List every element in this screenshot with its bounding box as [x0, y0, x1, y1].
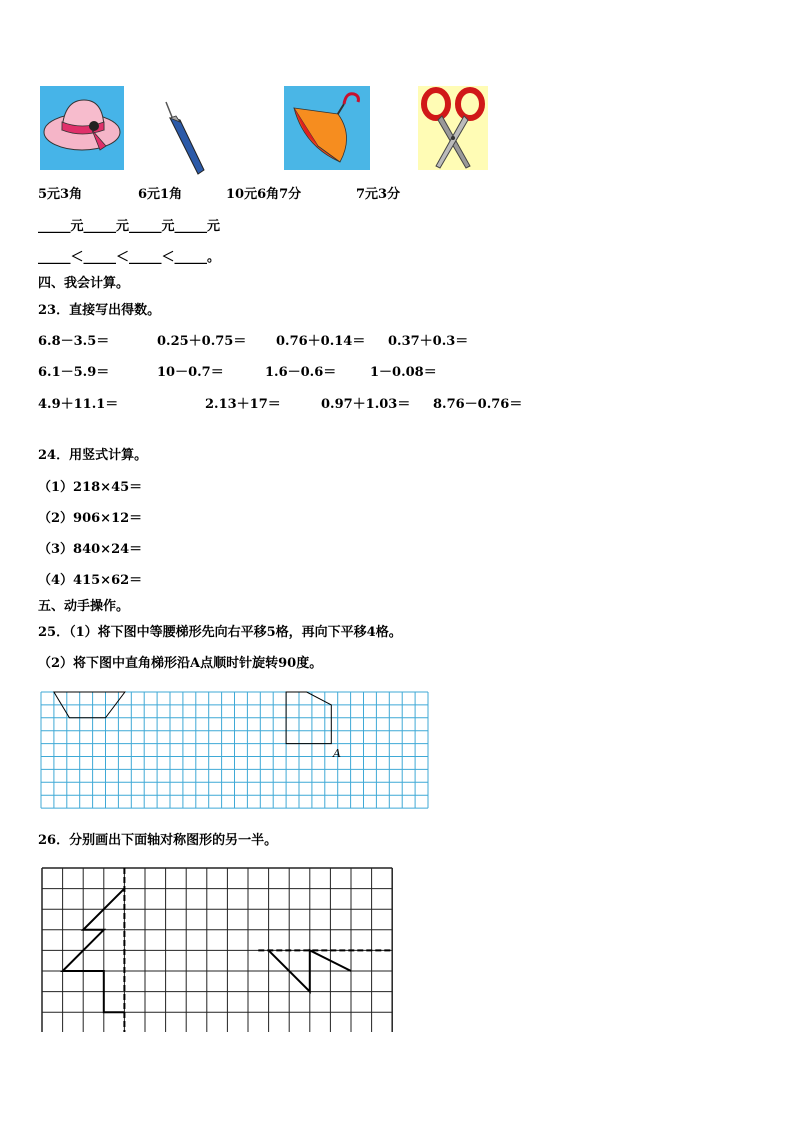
q23-r3-c3: 0.97＋1.03＝ [321, 397, 411, 412]
q23-r1-c2: 0.25＋0.75＝ [157, 334, 247, 349]
q23-r2-c4: 1－0.08＝ [370, 365, 437, 380]
scissors-icon [418, 86, 488, 170]
q23-r2-c3: 1.6－0.6＝ [265, 365, 337, 380]
q23-r3-c2: 2.13＋17＝ [205, 397, 281, 412]
q25-line-1: 25．（1）将下图中等腰梯形先向右平移5格，再向下平移4格。 [38, 625, 402, 640]
q23-title: 23．直接写出得数。 [38, 303, 161, 318]
section-4-title: 四、我会计算。 [38, 276, 130, 291]
umbrella-icon [284, 86, 370, 170]
hat-picture [40, 86, 124, 170]
q23-r2-c1: 6.1－5.9＝ [38, 365, 110, 380]
q24-title: 24．用竖式计算。 [38, 448, 148, 463]
q23-r2-c2: 10－0.7＝ [157, 365, 224, 380]
q23-r1-c1: 6.8－3.5＝ [38, 334, 110, 349]
fill-yuan-line: _____元_____元_____元_____元 [38, 219, 221, 234]
hat-price: 5元3角 [38, 187, 83, 202]
scissors-picture [418, 86, 488, 170]
q23-r3-c4: 8.76－0.76＝ [433, 397, 523, 412]
scissors-price: 7元3分 [356, 187, 401, 202]
fill-compare-line: _____＜_____＜_____＜_____。 [38, 250, 221, 265]
pen-price: 6元1角 [138, 187, 183, 202]
q23-r1-c3: 0.76＋0.14＝ [276, 334, 366, 349]
q25-grid-svg [40, 690, 432, 816]
pen-icon [160, 100, 210, 176]
hat-icon [40, 86, 124, 170]
q24-item-1: （1）218×45＝ [38, 480, 143, 495]
q24-item-4: （4）415×62＝ [38, 573, 143, 588]
section-5-title: 五、动手操作。 [38, 599, 130, 614]
q26-title: 26．分别画出下面轴对称图形的另一半。 [38, 833, 278, 848]
q24-item-2: （2）906×12＝ [38, 511, 143, 526]
q24-item-3: （3）840×24＝ [38, 542, 143, 557]
umbrella-picture [284, 86, 370, 170]
q25-grid [40, 690, 432, 816]
q23-r1-c4: 0.37＋0.3＝ [388, 334, 469, 349]
q23-r3-c1: 4.9＋11.1＝ [38, 397, 119, 412]
q26-grid [40, 866, 398, 1032]
pen-picture [160, 100, 210, 176]
umbrella-price: 10元6角7分 [226, 187, 302, 202]
q26-grid-svg [40, 866, 398, 1032]
point-a-label: A [333, 747, 341, 760]
q25-line-2: （2）将下图中直角梯形沿A点顺时针旋转90度。 [38, 656, 323, 671]
